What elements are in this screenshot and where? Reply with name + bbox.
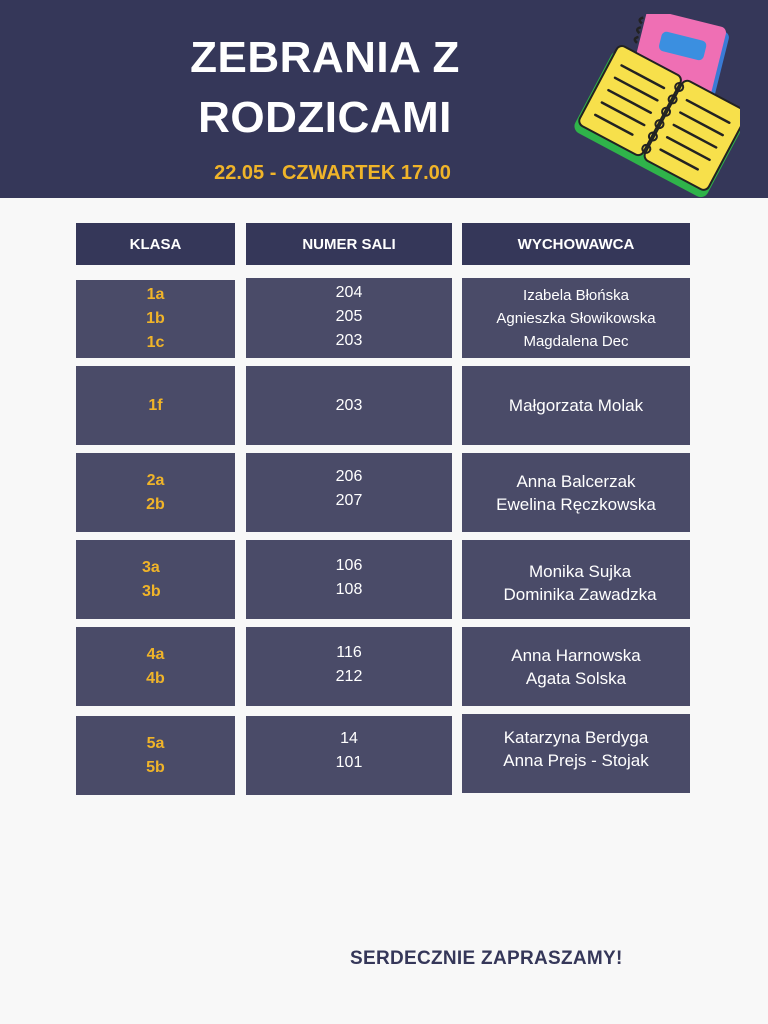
teacher-name: Katarzyna Berdyga (503, 728, 649, 747)
room-number: 207 (335, 492, 363, 509)
invitation-footer: SERDECZNIE ZAPRASZAMY! (350, 948, 623, 969)
teacher-name: Anna Balcerzak (516, 471, 636, 491)
table-row-class-cell (76, 627, 235, 706)
room-number: 204 (335, 284, 363, 301)
room-number: 205 (335, 308, 363, 325)
room-number: 14 (340, 730, 358, 747)
table-row-class-cell (76, 453, 235, 532)
class-label: 3b (142, 583, 161, 600)
room-number: 203 (335, 332, 363, 349)
table-row-room-cell (246, 716, 452, 795)
table-row-teacher-cell (462, 540, 690, 619)
teacher-name: Dominika Zawadzka (503, 584, 657, 604)
teacher-name: Agata Solska (525, 668, 627, 688)
class-label: 1c (146, 334, 165, 351)
room-number: 116 (336, 644, 362, 661)
room-number: 212 (335, 668, 363, 685)
class-label: 4a (146, 645, 165, 663)
teacher-name: Anna Harnowska (511, 645, 641, 665)
table-row-class-cell (76, 280, 235, 358)
title-line-2: RODZICAMI (198, 93, 452, 142)
table-row-room-cell (246, 627, 452, 706)
header-banner (0, 0, 768, 198)
table-row-class-cell (76, 716, 235, 795)
teacher-name: Magdalena Dec (523, 332, 629, 350)
room-number: 206 (335, 468, 363, 485)
table-row-room-cell (246, 540, 452, 619)
table-row-teacher-cell (462, 714, 690, 793)
teacher-name: Małgorzata Molak (508, 396, 644, 415)
teacher-name: Anna Prejs - Stojak (503, 751, 649, 770)
class-label: 3a (142, 559, 160, 576)
class-label: 2b (146, 495, 165, 513)
class-label: 1a (146, 286, 165, 303)
meeting-date: 22.05 - CZWARTEK 17.00 (214, 162, 451, 184)
class-label: 4b (146, 669, 165, 687)
room-number: 203 (335, 397, 363, 414)
table-row-room-cell (246, 453, 452, 532)
room-number: 108 (335, 581, 363, 598)
table-row-teacher-cell (462, 278, 690, 358)
teacher-name: Agnieszka Słowikowska (496, 309, 656, 327)
column-header-teacher: WYCHOWAWCA (462, 223, 690, 265)
table-row-teacher-cell (462, 627, 690, 706)
teacher-name: Izabela Błońska (523, 286, 629, 304)
table-row-teacher-cell (462, 453, 690, 532)
page-title (170, 28, 480, 148)
class-label: 5a (146, 734, 165, 752)
table-row-room-cell (246, 278, 452, 358)
class-label: 1f (148, 396, 163, 414)
room-number: 101 (335, 754, 363, 771)
teacher-name: Monika Sujka (528, 561, 632, 581)
title-line-1: ZEBRANIA Z (190, 33, 460, 82)
teacher-name: Ewelina Ręczkowska (496, 494, 656, 514)
room-number: 106 (335, 557, 363, 574)
table-row-class-cell (76, 540, 235, 619)
table-row-room-cell (246, 366, 452, 445)
class-label: 1b (146, 310, 165, 327)
column-header-room: NUMER SALI (246, 223, 452, 265)
notebooks-icon (570, 14, 740, 199)
class-label: 2a (146, 471, 165, 489)
table-row-class-cell (76, 366, 235, 445)
table-row-teacher-cell (462, 366, 690, 445)
column-header-class: KLASA (76, 223, 235, 265)
class-label: 5b (146, 758, 165, 776)
